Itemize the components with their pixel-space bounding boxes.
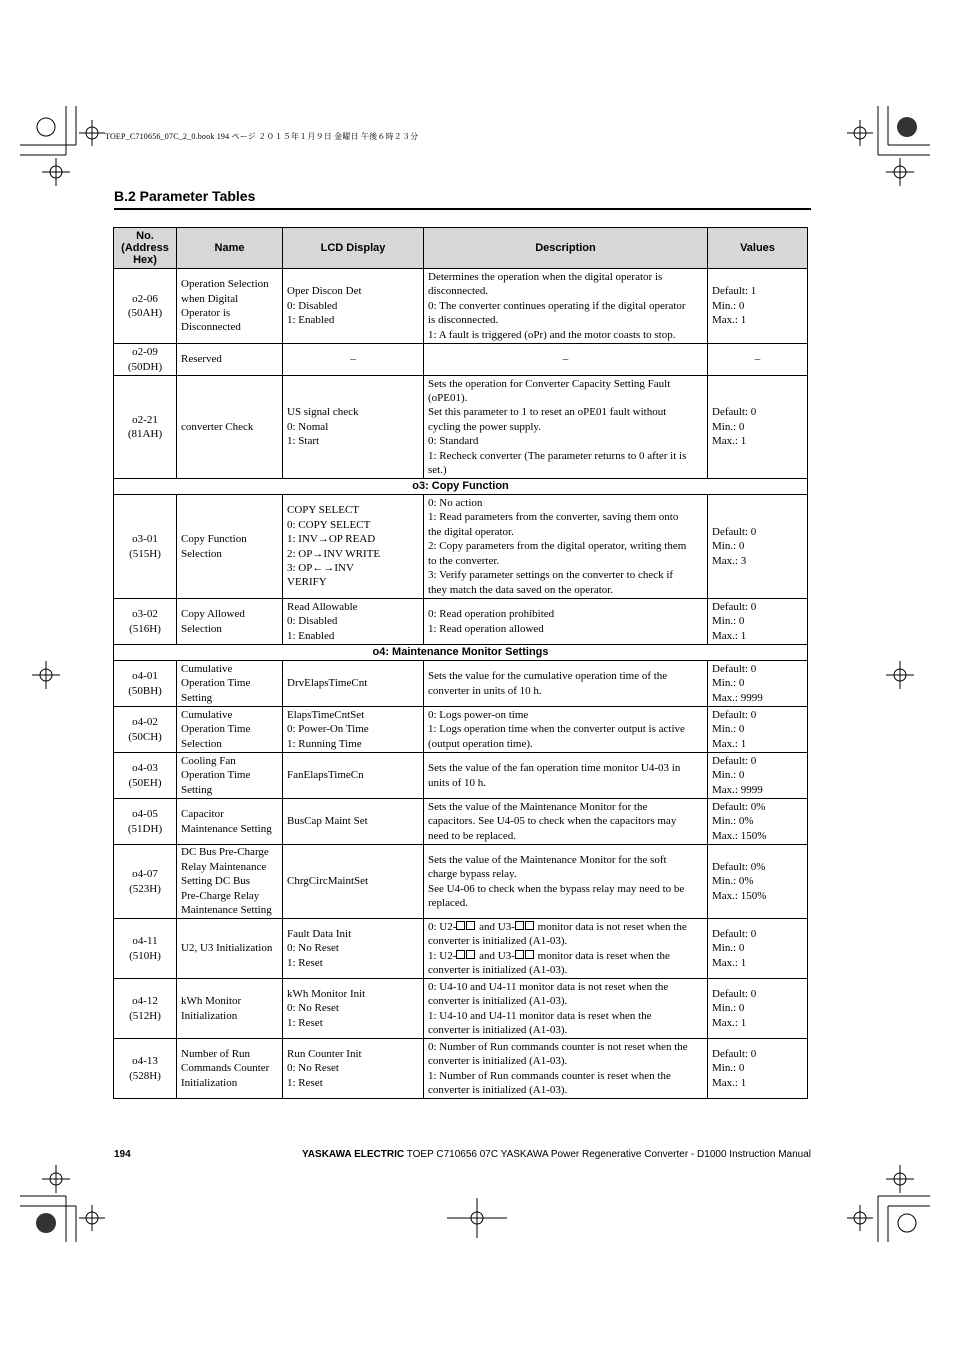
param-values: Default: 0 Min.: 0 Max.: 1 bbox=[708, 707, 808, 753]
param-values: Default: 0 Min.: 0 Max.: 9999 bbox=[708, 753, 808, 799]
param-values: Default: 0 Min.: 0 Max.: 9999 bbox=[708, 661, 808, 707]
param-values: Default: 0% Min.: 0% Max.: 150% bbox=[708, 799, 808, 845]
param-description: 0: U2- and U3- monitor data is not reset when the converter is initialized (A1-03). 1: U2- and U3- monitor data is reset when the converter is initialized (A1-03). bbox=[424, 919, 708, 979]
param-values: Default: 0 Min.: 0 Max.: 1 bbox=[708, 979, 808, 1039]
param-lcd: Oper Discon Det 0: Disabled 1: Enabled bbox=[283, 269, 424, 344]
param-name: Copy Allowed Selection bbox=[177, 599, 283, 645]
param-values: Default: 0 Min.: 0 Max.: 3 bbox=[708, 495, 808, 599]
param-description: Sets the value of the Maintenance Monitor for the capacitors. See U4-05 to check when the capacitors may need to be replaced. bbox=[424, 799, 708, 845]
footer-brand: YASKAWA ELECTRIC bbox=[302, 1149, 405, 1160]
title-rule bbox=[114, 208, 811, 210]
param-values: Default: 0% Min.: 0% Max.: 150% bbox=[708, 845, 808, 919]
footer-manual-title: TOEP C710656 07C YASKAWA Power Regenerative Converter - D1000 Instruction Manual bbox=[404, 1149, 811, 1160]
param-lcd: DrvElapsTimeCnt bbox=[283, 661, 424, 707]
table-row bbox=[114, 979, 808, 1039]
param-no: o4-12 (512H) bbox=[114, 979, 177, 1039]
param-no: o4-01 (50BH) bbox=[114, 661, 177, 707]
param-no: o3-02 (516H) bbox=[114, 599, 177, 645]
param-description: Sets the value of the Maintenance Monitor for the soft charge bypass relay. See U4-06 to check when the bypass relay may need to be replaced. bbox=[424, 845, 708, 919]
table-row bbox=[114, 495, 808, 599]
param-values: Default: 0 Min.: 0 Max.: 1 bbox=[708, 599, 808, 645]
table-row bbox=[114, 344, 808, 376]
placeholder-box-icon bbox=[456, 950, 465, 959]
param-description: Determines the operation when the digital operator is disconnected. 0: The converter continues operating if the digital operator is disconnected. 1: A fault is triggered (oPr) and the motor coasts to stop. bbox=[424, 269, 708, 344]
param-values: Default: 1 Min.: 0 Max.: 1 bbox=[708, 269, 808, 344]
placeholder-box-icon bbox=[525, 950, 534, 959]
param-no: o2-21 (81AH) bbox=[114, 376, 177, 479]
param-values: Default: 0 Min.: 0 Max.: 1 bbox=[708, 1039, 808, 1099]
param-name: DC Bus Pre-Charge Relay Maintenance Setting DC Bus Pre-Charge Relay Maintenance Setting bbox=[177, 845, 283, 919]
param-no: o2-06 (50AH) bbox=[114, 269, 177, 344]
section-title: B.2 Parameter Tables bbox=[114, 188, 256, 204]
param-name: Copy Function Selection bbox=[177, 495, 283, 599]
col-header-name: Name bbox=[177, 228, 283, 269]
param-name: Reserved bbox=[177, 344, 283, 376]
param-lcd: Run Counter Init 0: No Reset 1: Reset bbox=[283, 1039, 424, 1099]
param-name: Capacitor Maintenance Setting bbox=[177, 799, 283, 845]
param-no: o4-03 (50EH) bbox=[114, 753, 177, 799]
placeholder-box-icon bbox=[466, 921, 475, 930]
table-row bbox=[114, 1039, 808, 1099]
param-no: o4-02 (50CH) bbox=[114, 707, 177, 753]
param-name: Number of Run Commands Counter Initialization bbox=[177, 1039, 283, 1099]
table-row bbox=[114, 799, 808, 845]
placeholder-box-icon bbox=[515, 950, 524, 959]
table-row bbox=[114, 661, 808, 707]
book-info-line: TOEP_C710656_07C_2_0.book 194 ページ ２０１５年１月９日 金曜日 午後６時２３分 bbox=[105, 132, 419, 141]
placeholder-box-icon bbox=[515, 921, 524, 930]
param-no: o2-09 (50DH) bbox=[114, 344, 177, 376]
param-description: – bbox=[424, 344, 708, 376]
table-row bbox=[114, 269, 808, 344]
section-row-o4 bbox=[114, 645, 808, 661]
col-header-no: No. (Address Hex) bbox=[114, 228, 177, 269]
param-description: Sets the value for the cumulative operation time of the converter in units of 10 h. bbox=[424, 661, 708, 707]
param-description: Sets the operation for Converter Capacity Setting Fault (oPE01). Set this parameter to 1 to reset an oPE01 fault without cycling the power supply. 0: Standard 1: Recheck converter (The parameter returns to 0 after it is set.) bbox=[424, 376, 708, 479]
param-description: Sets the value of the fan operation time monitor U4-03 in units of 10 h. bbox=[424, 753, 708, 799]
param-values: Default: 0 Min.: 0 Max.: 1 bbox=[708, 919, 808, 979]
footer-title bbox=[302, 1149, 811, 1160]
table-row bbox=[114, 919, 808, 979]
param-values: – bbox=[708, 344, 808, 376]
param-no: o4-13 (528H) bbox=[114, 1039, 177, 1099]
param-lcd: Fault Data Init 0: No Reset 1: Reset bbox=[283, 919, 424, 979]
table-row bbox=[114, 707, 808, 753]
param-no: o4-11 (510H) bbox=[114, 919, 177, 979]
param-lcd: – bbox=[283, 344, 424, 376]
param-description: 0: Logs power-on time 1: Logs operation time when the converter output is active (output operation time). bbox=[424, 707, 708, 753]
param-lcd: FanElapsTimeCn bbox=[283, 753, 424, 799]
param-lcd: BusCap Maint Set bbox=[283, 799, 424, 845]
placeholder-box-icon bbox=[456, 921, 465, 930]
section-heading: o3: Copy Function bbox=[114, 479, 808, 495]
param-name: converter Check bbox=[177, 376, 283, 479]
page-number: 194 bbox=[114, 1149, 131, 1160]
param-description: 0: No action 1: Read parameters from the converter, saving them onto the digital operator. 2: Copy parameters from the digital operator, writing them to the converter. 3: Verify parameter settings on the converter to check if they match the data saved on the operator. bbox=[424, 495, 708, 599]
param-name: Cumulative Operation Time Setting bbox=[177, 661, 283, 707]
param-lcd: Read Allowable 0: Disabled 1: Enabled bbox=[283, 599, 424, 645]
parameter-table bbox=[113, 227, 808, 1099]
param-description: 0: U4-10 and U4-11 monitor data is not reset when the converter is initialized (A1-03). 1: U4-10 and U4-11 monitor data is reset when the converter is initialized (A1-03). bbox=[424, 979, 708, 1039]
col-header-description: Description bbox=[424, 228, 708, 269]
param-name: Cooling Fan Operation Time Setting bbox=[177, 753, 283, 799]
param-lcd: ChrgCircMaintSet bbox=[283, 845, 424, 919]
placeholder-box-icon bbox=[525, 921, 534, 930]
table-row bbox=[114, 845, 808, 919]
param-lcd: COPY SELECT 0: COPY SELECT 1: INV→OP READ 2: OP→INV WRITE 3: OP←→INV VERIFY bbox=[283, 495, 424, 599]
param-lcd: US signal check 0: Nomal 1: Start bbox=[283, 376, 424, 479]
col-header-lcd: LCD Display bbox=[283, 228, 424, 269]
param-lcd: kWh Monitor Init 0: No Reset 1: Reset bbox=[283, 979, 424, 1039]
table-row bbox=[114, 599, 808, 645]
placeholder-box-icon bbox=[466, 950, 475, 959]
table-row bbox=[114, 376, 808, 479]
param-values: Default: 0 Min.: 0 Max.: 1 bbox=[708, 376, 808, 479]
section-heading: o4: Maintenance Monitor Settings bbox=[114, 645, 808, 661]
param-no: o4-07 (523H) bbox=[114, 845, 177, 919]
section-row-o3 bbox=[114, 479, 808, 495]
param-lcd: ElapsTimeCntSet 0: Power-On Time 1: Running Time bbox=[283, 707, 424, 753]
param-name: kWh Monitor Initialization bbox=[177, 979, 283, 1039]
param-name: Operation Selection when Digital Operator is Disconnected bbox=[177, 269, 283, 344]
param-no: o4-05 (51DH) bbox=[114, 799, 177, 845]
param-description: 0: Number of Run commands counter is not reset when the converter is initialized (A1-03). 1: Number of Run commands counter is reset when the converter is initialized (A1-03). bbox=[424, 1039, 708, 1099]
param-name: U2, U3 Initialization bbox=[177, 919, 283, 979]
param-description: 0: Read operation prohibited 1: Read operation allowed bbox=[424, 599, 708, 645]
table-header-row bbox=[114, 228, 808, 269]
table-row bbox=[114, 753, 808, 799]
param-no: o3-01 (515H) bbox=[114, 495, 177, 599]
col-header-values: Values bbox=[708, 228, 808, 269]
param-name: Cumulative Operation Time Selection bbox=[177, 707, 283, 753]
